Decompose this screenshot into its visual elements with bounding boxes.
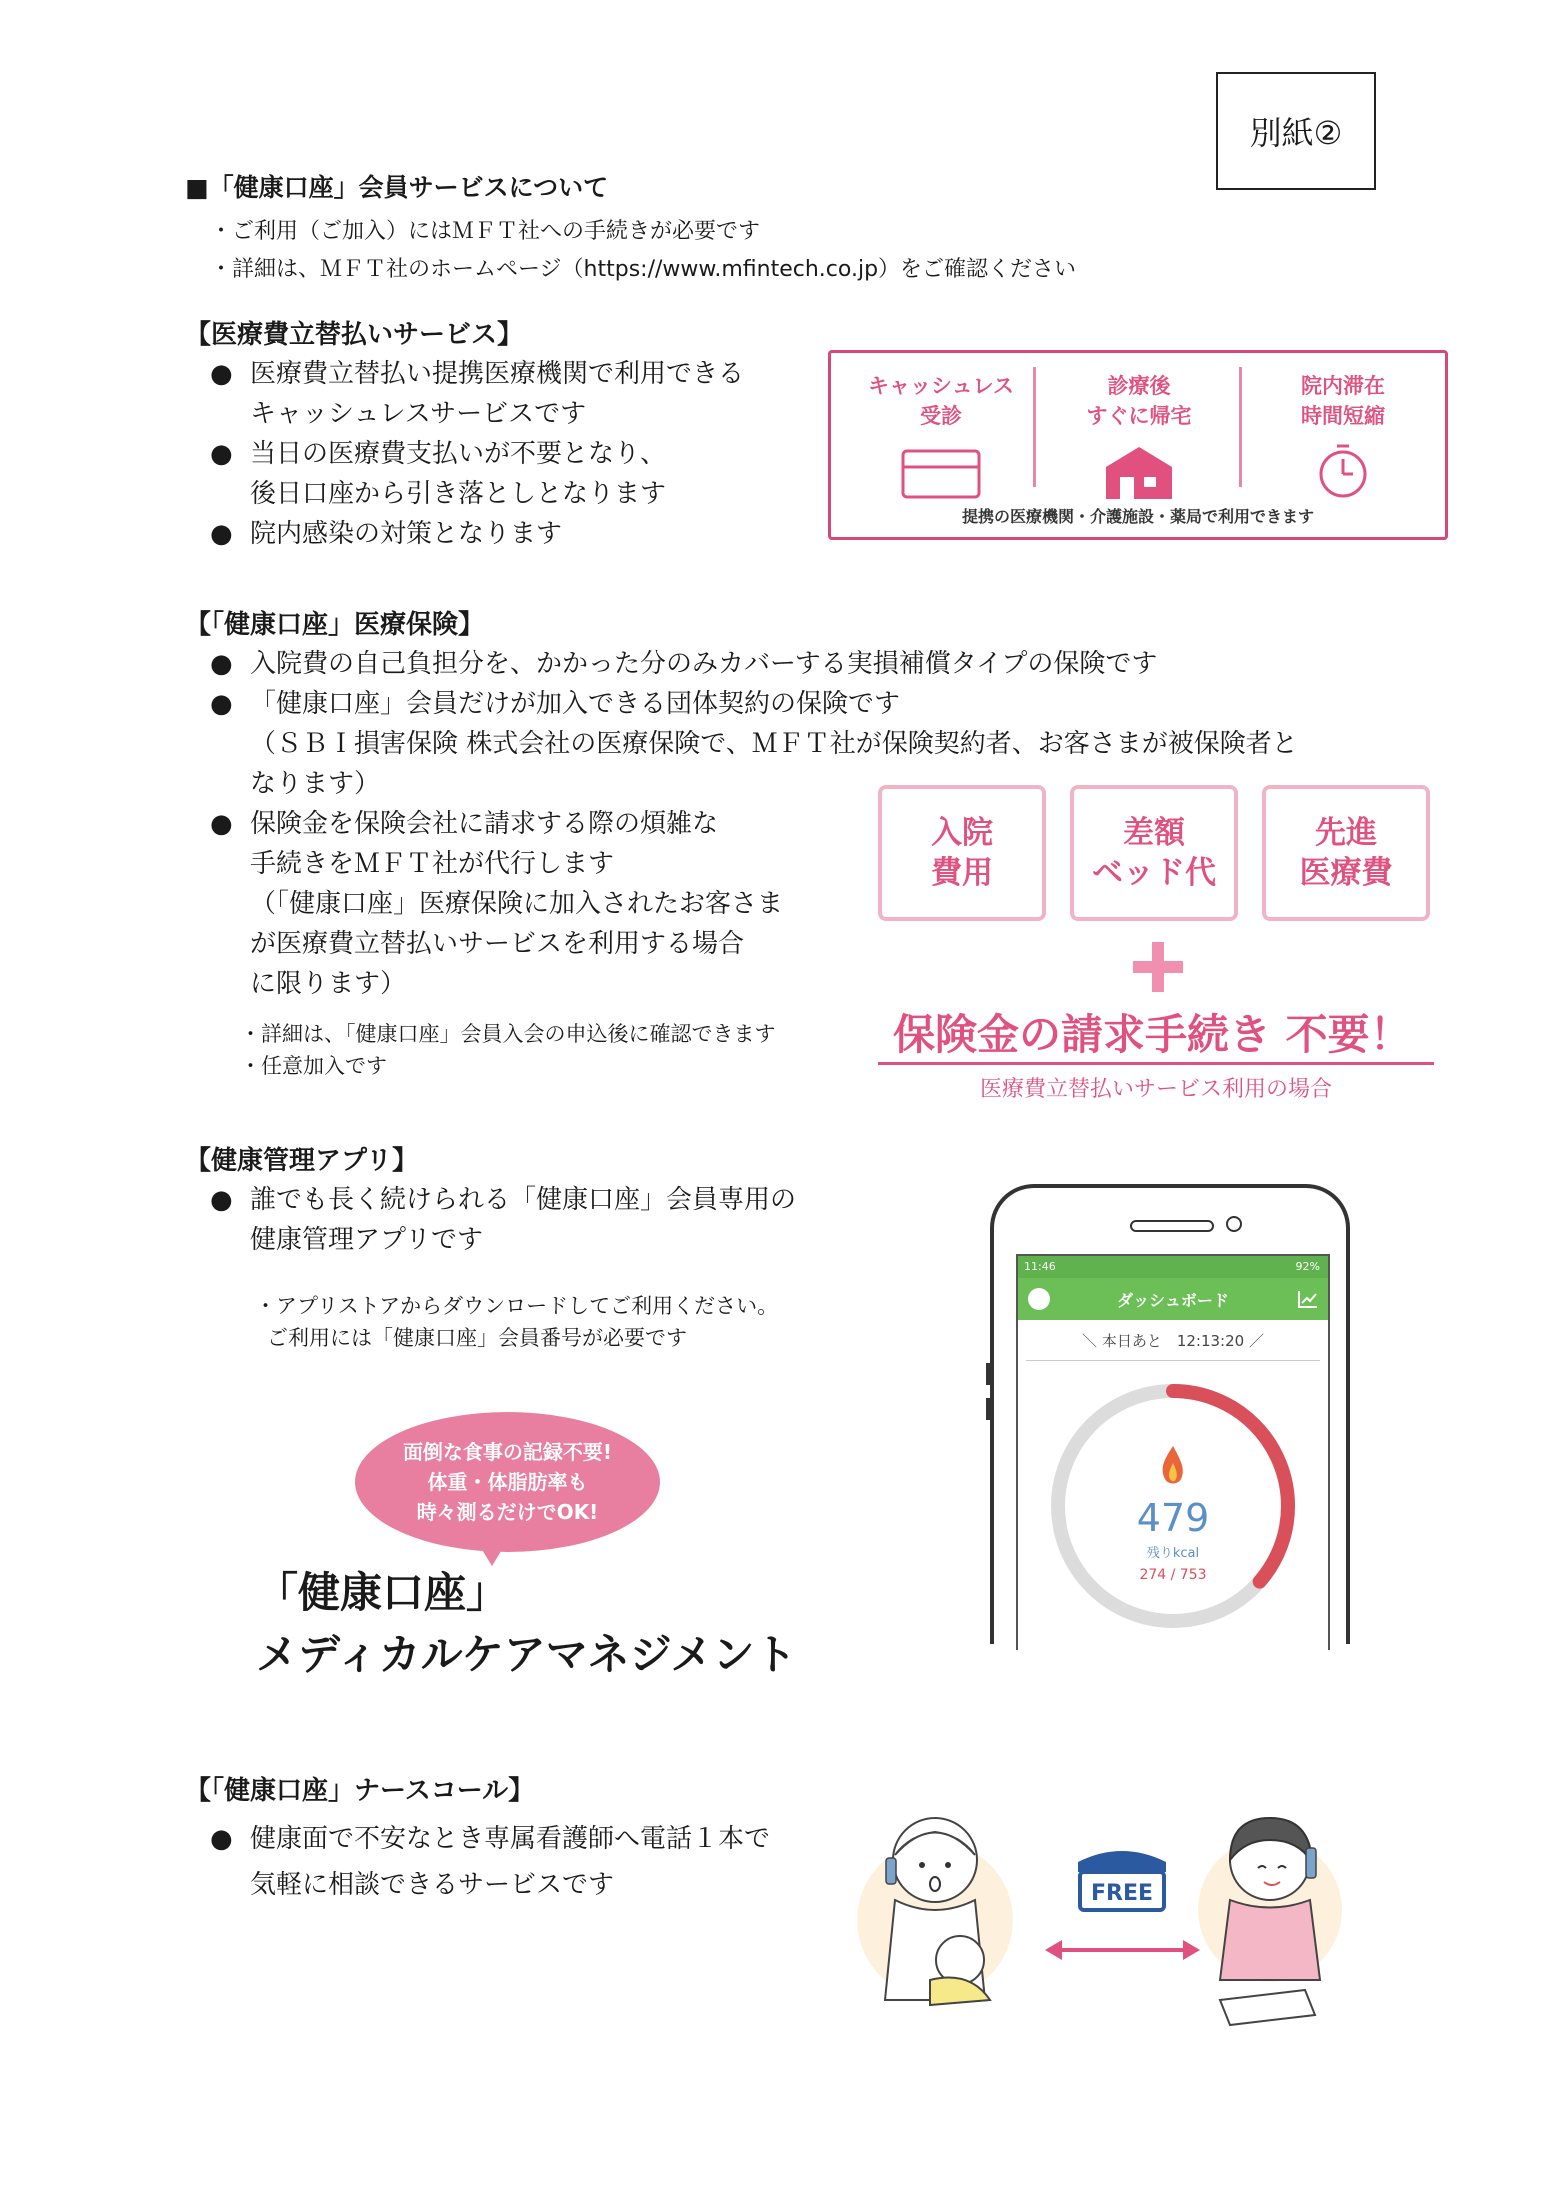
app-notes [255,1290,778,1354]
benefit-short-stay [1253,371,1433,503]
note-text: ・アプリストアからダウンロードしてご利用ください。 [255,1294,779,1318]
plus-icon [1133,942,1183,992]
nurse-call-illustration [850,1800,1370,2040]
bullet-text: （ＳＢＩ損害保険 株式会社の医療保険で、ＭＦＴ社が保険契約者、お客さまが被保険者と [250,729,1298,759]
stopwatch-icon [1315,443,1371,499]
house-icon [1104,445,1174,501]
phone-mockup [990,1184,1350,1644]
calorie-ratio: 274 / 753 [1139,1567,1207,1583]
app-bullets: ● 誰でも長く続けられる「健康口座」会員専用の 健康管理アプリです [210,1185,797,1255]
intro-note-2: ・詳細は、ＭＦＴ社のホームページ（https://www.mfintech.co.jp）をご確認ください [210,257,1077,282]
claim-subtext: 医療費立替払いサービス利用の場合 [979,1077,1332,1102]
medical-pay-bullets: ● 医療費立替払い提携医療機関で利用できる キャッシュレスサービスです ● 当日の医療費支払いが不要となり、 後日口座から引き落としとなります ● 院内感染の対策となります [210,359,745,549]
status-time: 11:46 [1024,1260,1056,1273]
phone-side-button [986,1363,990,1385]
bullet-text: 手続きをＭＦＴ社が代行します [250,849,615,879]
app-header [1018,1278,1328,1320]
nurse-bullets: ● 健康面で不安なとき専属看護師へ電話１本で 気軽に相談できるサービスです [210,1824,771,1900]
bullet-text: 院内感染の対策となります [250,519,563,549]
coverage-label: 費用 [931,855,993,891]
status-battery: 92% [1295,1260,1320,1273]
benefit-label: 受診 [920,404,962,428]
coverage-advanced-care [1262,785,1430,921]
coverage-label: ベッド代 [1092,855,1216,891]
cashless-footer: 提携の医療機関・介護施設・薬局で利用できます [961,507,1314,526]
bullet-text: 誰でも長く続けられる「健康口座」会員専用の [250,1185,797,1215]
brand-line: メディカルケアマネジメント [256,1630,797,1679]
user-icon[interactable] [1028,1288,1050,1310]
bullet-text: 保険金を保険会社に請求する際の煩雑な [250,809,719,839]
coverage-label: 入院 [931,815,993,851]
bullet-text: 当日の医療費支払いが不要となり、 [250,439,667,469]
medical-pay-title: 【医療費立替払いサービス】 [185,320,524,350]
status-bar [1018,1256,1328,1278]
app-title: 【健康管理アプリ】 [185,1146,418,1176]
calorie-value: 479 [1136,1496,1210,1540]
phone-screen [1016,1254,1330,1650]
benefit-go-home [1049,371,1229,505]
coverage-bed-fee [1070,785,1238,921]
coverage-hospitalization [878,785,1046,921]
bubble-line: 時々測るだけでOK! [416,1500,599,1524]
phone-camera [1226,1216,1242,1232]
cashless-benefits-box [828,350,1448,540]
bullet-text: 「健康口座」会員だけが加入できる団体契約の保険です [250,689,901,719]
benefit-label: 時間短縮 [1301,404,1385,428]
benefit-label: キャッシュレス [868,374,1014,398]
benefit-label: すぐに帰宅 [1086,404,1192,428]
insurance-title: 【「健康口座」医療保険】 [185,610,485,640]
insurance-notes [240,1018,776,1082]
bullet-text: 健康管理アプリです [250,1225,483,1255]
claim-underline [878,1062,1434,1065]
app-brand-name [256,1562,797,1686]
bullet-text: なります） [250,769,381,799]
bubble-line: 面倒な食事の記録不要! [402,1440,613,1464]
bullet-text: が医療費立替払いサービスを利用する場合 [250,929,745,959]
nurse-figure [1198,1818,1342,2025]
benefit-label: 診療後 [1107,374,1171,398]
two-way-arrow [1045,1940,1200,1960]
intro-note-1: ・ご利用（ご加入）にはＭＦＴ社への手続きが必要です [210,219,761,244]
benefit-cashless [851,371,1031,503]
coverage-label: 差額 [1123,815,1185,851]
divider [1033,367,1036,487]
note-text: ご利用には「健康口座」会員番号が必要です [267,1326,687,1350]
app-header-title: ダッシュボード [1117,1290,1229,1310]
attachment-stamp: 別紙② [1216,72,1376,190]
remaining-time: ＼ 本日あと 12:13:20 ／ [1026,1320,1320,1361]
bullet-text: 後日口座から引き落としとなります [250,479,667,509]
divider [1239,367,1242,487]
bubble-line: 体重・体脂肪率も [427,1470,588,1494]
bullet-text: 健康面で不安なとき専属看護師へ電話１本で [250,1824,771,1854]
note-text: ・詳細は、「健康口座」会員入会の申込後に確認できます [240,1022,776,1046]
claim-headline: 保険金の請求手続き 不要！ [893,1010,1412,1059]
calorie-label: 残りkcal [1146,1546,1200,1561]
nurse-title: 【「健康口座」ナースコール】 [185,1776,535,1806]
bullet-text: （「健康口座」医療保険に加入されたお客さま [250,889,784,919]
brand-line: 「健康口座」 [256,1568,509,1617]
intro-title: ■「健康口座」会員サービスについて [185,173,609,202]
phone-speaker [1130,1220,1214,1232]
free-label: FREE [1090,1881,1154,1906]
card-icon [901,449,981,499]
bullet-text: に限ります） [250,969,407,999]
bubble-tail [470,1530,514,1566]
insurance-bullets-bottom: ● 保険金を保険会社に請求する際の煩雑な 手続きをＭＦＴ社が代行します （「健康口座」医療保険に加入されたお客さま が医療費立替払いサービスを利用する場合 に限ります） [210,809,784,999]
coverage-label: 先進 [1315,815,1377,851]
calorie-gauge [1018,1361,1328,1650]
coverage-label: 医療費 [1299,855,1393,891]
insurance-bullets-top: ● 入院費の自己負担分を、かかった分のみカバーする実損補償タイプの保険です ● 「健康口座」会員だけが加入できる団体契約の保険です （ＳＢＩ損害保険 株式会社の医療保険で、ＭＦＴ社が保険契約者、お客さまが被保険者と なります） [210,649,1298,799]
bullet-text: キャッシュレスサービスです [250,399,587,429]
note-text: ・任意加入です [240,1054,387,1078]
phone-side-button [986,1398,990,1420]
bullet-text: 気軽に相談できるサービスです [250,1870,615,1900]
chart-icon[interactable] [1298,1290,1318,1308]
free-dial-icon [1078,1851,1166,1910]
bullet-text: 医療費立替払い提携医療機関で利用できる [250,359,745,389]
bullet-text: 入院費の自己負担分を、かかった分のみカバーする実損補償タイプの保険です [250,649,1158,679]
benefit-label: 院内滞在 [1301,374,1385,398]
mother-figure [857,1818,1013,2005]
